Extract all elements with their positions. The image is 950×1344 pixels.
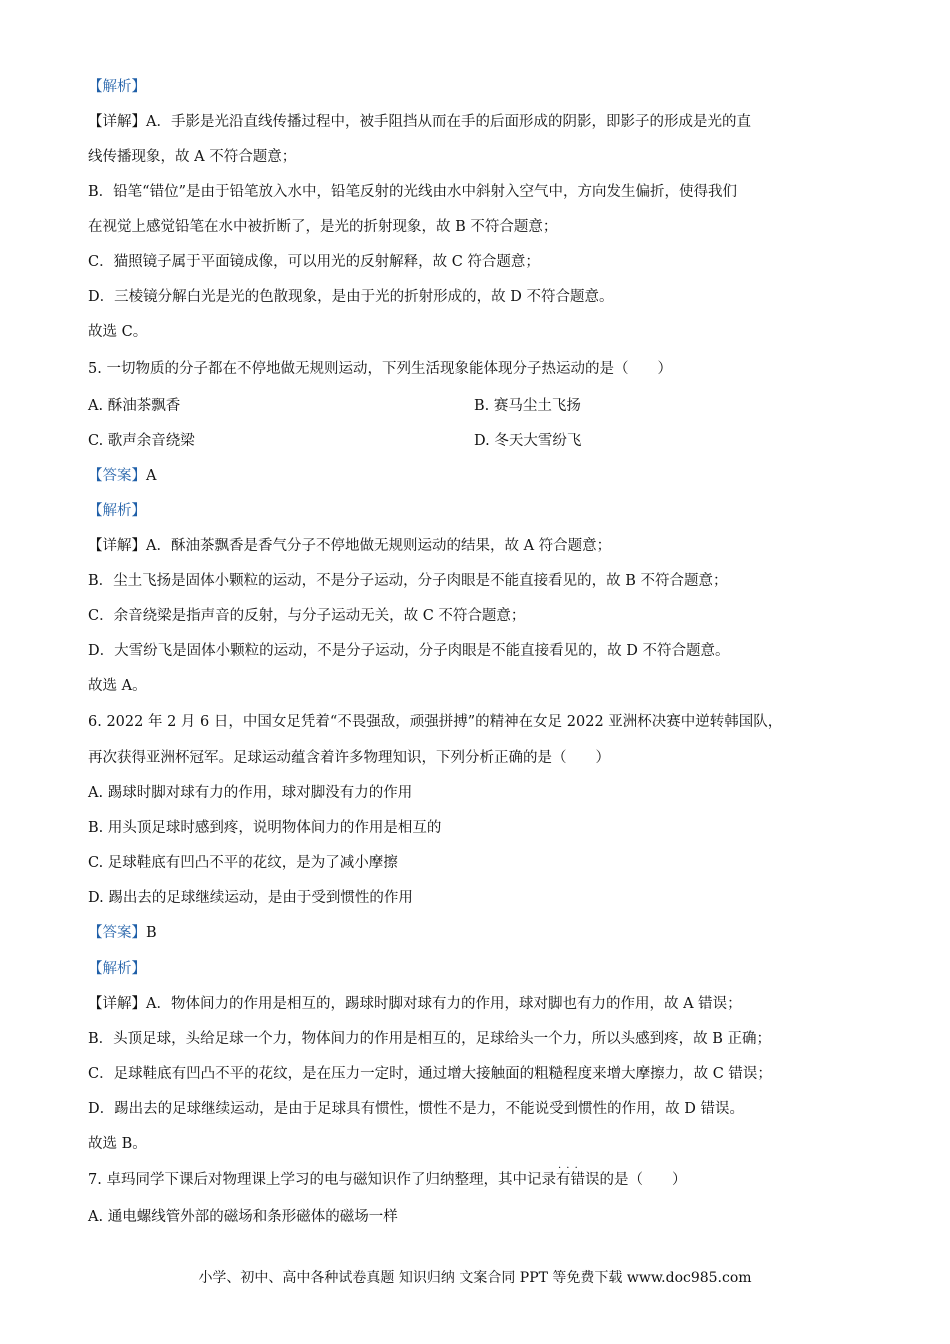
question-7-text: 7. 卓玛同学下课后对物理课上学习的电与磁知识作了归纳整理，其中记录 [88, 1172, 556, 1188]
detail-text: C．足球鞋底有凹凸不平的花纹，是在压力一定时，通过增大接触面的粗糙程度来增大摩擦力，故 C 错误； [88, 1066, 772, 1082]
answer-value: B [146, 925, 157, 941]
answer-tag: 【答案】 [88, 925, 146, 941]
analysis-heading: 【解析】 [88, 79, 146, 95]
answer-line [88, 923, 157, 943]
detail-text: D．三棱镜分解白光是光的色散现象，是由于光的折射形成的，故 D 不符合题意。 [88, 289, 614, 305]
detail-text: C．余音绕梁是指声音的反射，与分子运动无关，故 C 不符合题意； [88, 608, 526, 624]
detail-text: 【详解】A．手影是光沿直线传播过程中，被手阻挡从而在手的后面形成的阴影，即影子的形成是光的直 [88, 114, 751, 130]
page-footer: 小学、初中、高中各种试卷真题 知识归纳 文案合同 PPT 等免费下载 www.doc985.com [198, 1270, 752, 1286]
answer-value: A [146, 468, 157, 484]
option-b: B. 用头顶足球时感到疼，说明物体间力的作用是相互的 [88, 820, 442, 836]
option-a: A. 酥油茶飘香 [88, 398, 181, 414]
detail-text: 线传播现象，故 A 不符合题意； [88, 149, 297, 165]
analysis-heading: 【解析】 [88, 961, 146, 977]
question-7-text-end: 的是（ ） [599, 1172, 687, 1188]
option-d: D. 冬天大雪纷飞 [474, 433, 582, 449]
detail-text: D．踢出去的足球继续运动，是由于足球具有惯性，惯性不是力，不能说受到惯性的作用，故 D 错误。 [88, 1101, 744, 1117]
option-a: A. 通电螺线管外部的磁场和条形磁体的磁场一样 [88, 1209, 398, 1225]
detail-text: D．大雪纷飞是固体小颗粒的运动，不是分子运动，分子肉眼是不能直接看见的，故 D 不符合题意。 [88, 643, 730, 659]
analysis-heading: 【解析】 [88, 503, 146, 519]
question-7 [88, 1170, 686, 1190]
answer-tag: 【答案】 [88, 468, 146, 484]
detail-text: 在视觉上感觉铅笔在水中被折断了，是光的折射现象，故 B 不符合题意； [88, 219, 558, 235]
detail-text: 【详解】A．物体间力的作用是相互的，踢球时脚对球有力的作用，球对脚也有力的作用，故 A 错误； [88, 996, 742, 1012]
conclusion-text: 故选 A。 [88, 678, 147, 694]
detail-text: C．猫照镜子属于平面镜成像，可以用光的反射解释，故 C 符合题意； [88, 254, 540, 270]
detail-text: B．头顶足球，头给足球一个力，物体间力的作用是相互的，足球给头一个力，所以头感到疼，故 B 正确； [88, 1031, 772, 1047]
detail-text: B．铅笔“错位”是由于铅笔放入水中，铅笔反射的光线由水中斜射入空气中，方向发生偏折，使得我们 [88, 184, 737, 200]
option-c: C. 足球鞋底有凹凸不平的花纹，是为了减小摩擦 [88, 855, 398, 871]
option-c: C. 歌声余音绕梁 [88, 433, 195, 449]
option-b: B. 赛马尘土飞扬 [474, 398, 581, 414]
answer-line [88, 466, 156, 486]
question-5: 5. 一切物质的分子都在不停地做无规则运动，下列生活现象能体现分子热运动的是（ ） [88, 361, 672, 377]
conclusion-text: 故选 B。 [88, 1136, 147, 1152]
detail-text: B．尘土飞扬是固体小颗粒的运动，不是分子运动，分子肉眼是不能直接看见的，故 B 不符合题意； [88, 573, 728, 589]
conclusion-text: 故选 C。 [88, 324, 148, 340]
detail-text: 【详解】A．酥油茶飘香是香气分子不停地做无规则运动的结果，故 A 符合题意； [88, 538, 612, 554]
question-6: 6. 2022 年 2 月 6 日，中国女足凭着“不畏强敌，顽强拼搏”的精神在女足 2022 亚洲杯决赛中逆转韩国队， [88, 714, 783, 730]
option-a: A. 踢球时脚对球有力的作用，球对脚没有力的作用 [88, 785, 413, 801]
question-6: 再次获得亚洲杯冠军。足球运动蕴含着许多物理知识，下列分析正确的是（ ） [88, 750, 610, 766]
emphasized-text: · · · 有错误 [556, 1170, 600, 1190]
option-d: D. 踢出去的足球继续运动，是由于受到惯性的作用 [88, 890, 413, 906]
